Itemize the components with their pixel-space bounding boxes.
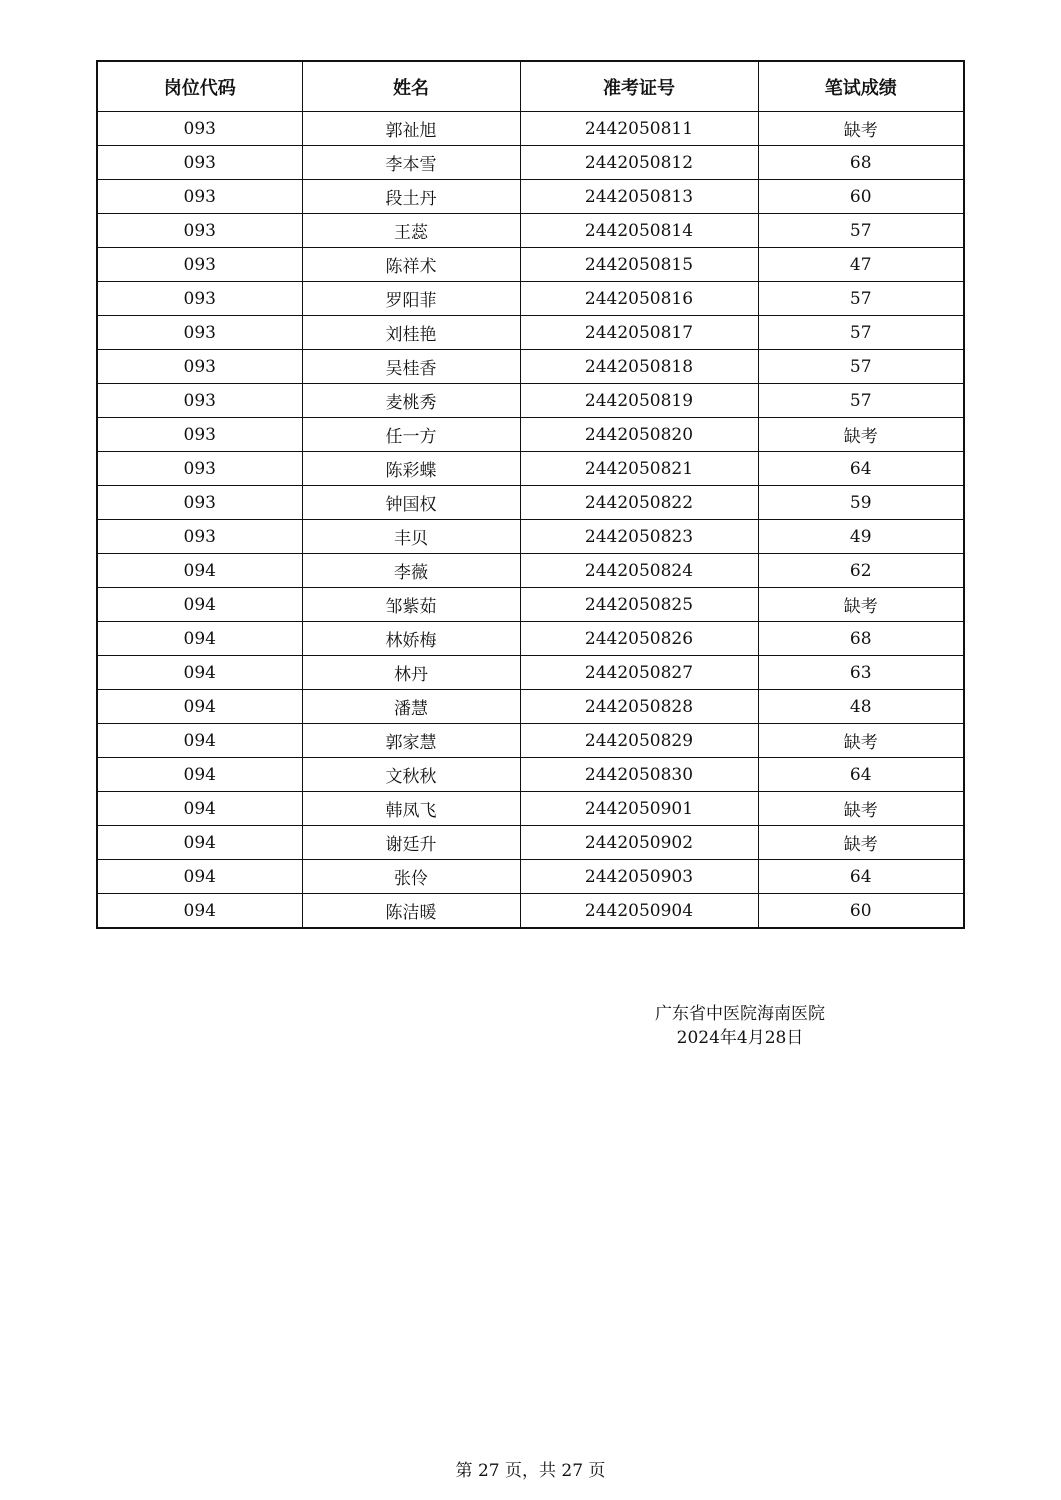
cell-written-score: 缺考 [758, 112, 964, 146]
table-header-row [97, 61, 964, 112]
cell-post-code: 093 [97, 214, 302, 248]
table-row [97, 180, 964, 214]
cell-written-score: 68 [758, 622, 964, 656]
cell-name: 郭家慧 [302, 724, 520, 758]
cell-ticket-number: 2442050821 [520, 452, 758, 486]
header-post-code: 岗位代码 [97, 61, 302, 112]
table-row [97, 418, 964, 452]
table-row [97, 724, 964, 758]
cell-name: 段土丹 [302, 180, 520, 214]
cell-written-score: 57 [758, 350, 964, 384]
cell-ticket-number: 2442050825 [520, 588, 758, 622]
cell-post-code: 093 [97, 520, 302, 554]
cell-ticket-number: 2442050815 [520, 248, 758, 282]
cell-post-code: 093 [97, 146, 302, 180]
cell-post-code: 093 [97, 452, 302, 486]
table-row [97, 350, 964, 384]
cell-ticket-number: 2442050827 [520, 656, 758, 690]
cell-post-code: 094 [97, 588, 302, 622]
cell-ticket-number: 2442050901 [520, 792, 758, 826]
cell-name: 文秋秋 [302, 758, 520, 792]
cell-post-code: 093 [97, 180, 302, 214]
cell-ticket-number: 2442050811 [520, 112, 758, 146]
cell-written-score: 49 [758, 520, 964, 554]
cell-name: 丰贝 [302, 520, 520, 554]
cell-post-code: 094 [97, 758, 302, 792]
cell-post-code: 094 [97, 622, 302, 656]
cell-ticket-number: 2442050820 [520, 418, 758, 452]
cell-ticket-number: 2442050817 [520, 316, 758, 350]
cell-written-score: 57 [758, 384, 964, 418]
table-row [97, 146, 964, 180]
cell-name: 王蕊 [302, 214, 520, 248]
cell-ticket-number: 2442050823 [520, 520, 758, 554]
cell-written-score: 60 [758, 894, 964, 929]
header-written-score: 笔试成绩 [758, 61, 964, 112]
cell-post-code: 093 [97, 282, 302, 316]
cell-post-code: 094 [97, 656, 302, 690]
cell-post-code: 094 [97, 554, 302, 588]
signature-date: 2024年4月28日 [676, 1028, 804, 1048]
cell-written-score: 缺考 [758, 724, 964, 758]
table-row [97, 214, 964, 248]
table-row [97, 588, 964, 622]
cell-ticket-number: 2442050814 [520, 214, 758, 248]
cell-written-score: 48 [758, 690, 964, 724]
cell-name: 林娇梅 [302, 622, 520, 656]
page-footer: 第 27 页，共 27 页 [455, 1461, 606, 1481]
cell-name: 郭祉旭 [302, 112, 520, 146]
cell-ticket-number: 2442050903 [520, 860, 758, 894]
table-row [97, 554, 964, 588]
cell-name: 罗阳菲 [302, 282, 520, 316]
cell-name: 麦桃秀 [302, 384, 520, 418]
table-row [97, 690, 964, 724]
cell-written-score: 64 [758, 452, 964, 486]
cell-post-code: 093 [97, 486, 302, 520]
cell-name: 吴桂香 [302, 350, 520, 384]
cell-name: 刘桂艳 [302, 316, 520, 350]
cell-post-code: 093 [97, 112, 302, 146]
table-body [97, 112, 964, 929]
cell-ticket-number: 2442050829 [520, 724, 758, 758]
cell-written-score: 68 [758, 146, 964, 180]
signature-block [620, 1002, 860, 1050]
table-row [97, 112, 964, 146]
table-row [97, 622, 964, 656]
cell-written-score: 缺考 [758, 418, 964, 452]
table-row [97, 452, 964, 486]
cell-written-score: 缺考 [758, 826, 964, 860]
table-row [97, 520, 964, 554]
cell-written-score: 57 [758, 316, 964, 350]
cell-ticket-number: 2442050824 [520, 554, 758, 588]
table-row [97, 316, 964, 350]
table-row [97, 758, 964, 792]
table-row [97, 860, 964, 894]
table-row [97, 894, 964, 929]
table-row [97, 384, 964, 418]
cell-name: 陈洁暖 [302, 894, 520, 929]
cell-post-code: 094 [97, 792, 302, 826]
cell-ticket-number: 2442050818 [520, 350, 758, 384]
cell-post-code: 094 [97, 860, 302, 894]
cell-post-code: 094 [97, 724, 302, 758]
cell-post-code: 093 [97, 350, 302, 384]
cell-written-score: 57 [758, 282, 964, 316]
cell-written-score: 47 [758, 248, 964, 282]
cell-ticket-number: 2442050828 [520, 690, 758, 724]
cell-written-score: 缺考 [758, 588, 964, 622]
cell-post-code: 093 [97, 248, 302, 282]
cell-name: 李薇 [302, 554, 520, 588]
cell-ticket-number: 2442050812 [520, 146, 758, 180]
table-row [97, 792, 964, 826]
cell-written-score: 60 [758, 180, 964, 214]
cell-written-score: 64 [758, 860, 964, 894]
cell-ticket-number: 2442050819 [520, 384, 758, 418]
cell-name: 邹紫茹 [302, 588, 520, 622]
cell-ticket-number: 2442050902 [520, 826, 758, 860]
header-name: 姓名 [302, 61, 520, 112]
cell-name: 陈祥术 [302, 248, 520, 282]
cell-written-score: 64 [758, 758, 964, 792]
cell-ticket-number: 2442050826 [520, 622, 758, 656]
cell-ticket-number: 2442050830 [520, 758, 758, 792]
table-row [97, 282, 964, 316]
cell-name: 谢廷升 [302, 826, 520, 860]
cell-name: 任一方 [302, 418, 520, 452]
cell-ticket-number: 2442050816 [520, 282, 758, 316]
cell-name: 李本雪 [302, 146, 520, 180]
cell-written-score: 63 [758, 656, 964, 690]
cell-written-score: 57 [758, 214, 964, 248]
cell-written-score: 59 [758, 486, 964, 520]
cell-name: 潘慧 [302, 690, 520, 724]
cell-ticket-number: 2442050904 [520, 894, 758, 929]
cell-post-code: 094 [97, 894, 302, 929]
table-row [97, 486, 964, 520]
table-row [97, 826, 964, 860]
table-row [97, 656, 964, 690]
cell-post-code: 093 [97, 418, 302, 452]
cell-post-code: 093 [97, 316, 302, 350]
cell-name: 韩凤飞 [302, 792, 520, 826]
cell-name: 张伶 [302, 860, 520, 894]
cell-name: 林丹 [302, 656, 520, 690]
cell-ticket-number: 2442050813 [520, 180, 758, 214]
cell-written-score: 缺考 [758, 792, 964, 826]
cell-name: 钟国权 [302, 486, 520, 520]
cell-post-code: 094 [97, 690, 302, 724]
scores-table [96, 60, 965, 929]
cell-post-code: 093 [97, 384, 302, 418]
cell-ticket-number: 2442050822 [520, 486, 758, 520]
cell-name: 陈彩蝶 [302, 452, 520, 486]
cell-written-score: 62 [758, 554, 964, 588]
table-row [97, 248, 964, 282]
cell-post-code: 094 [97, 826, 302, 860]
signature-org: 广东省中医院海南医院 [655, 1004, 825, 1024]
header-ticket-number: 准考证号 [520, 61, 758, 112]
